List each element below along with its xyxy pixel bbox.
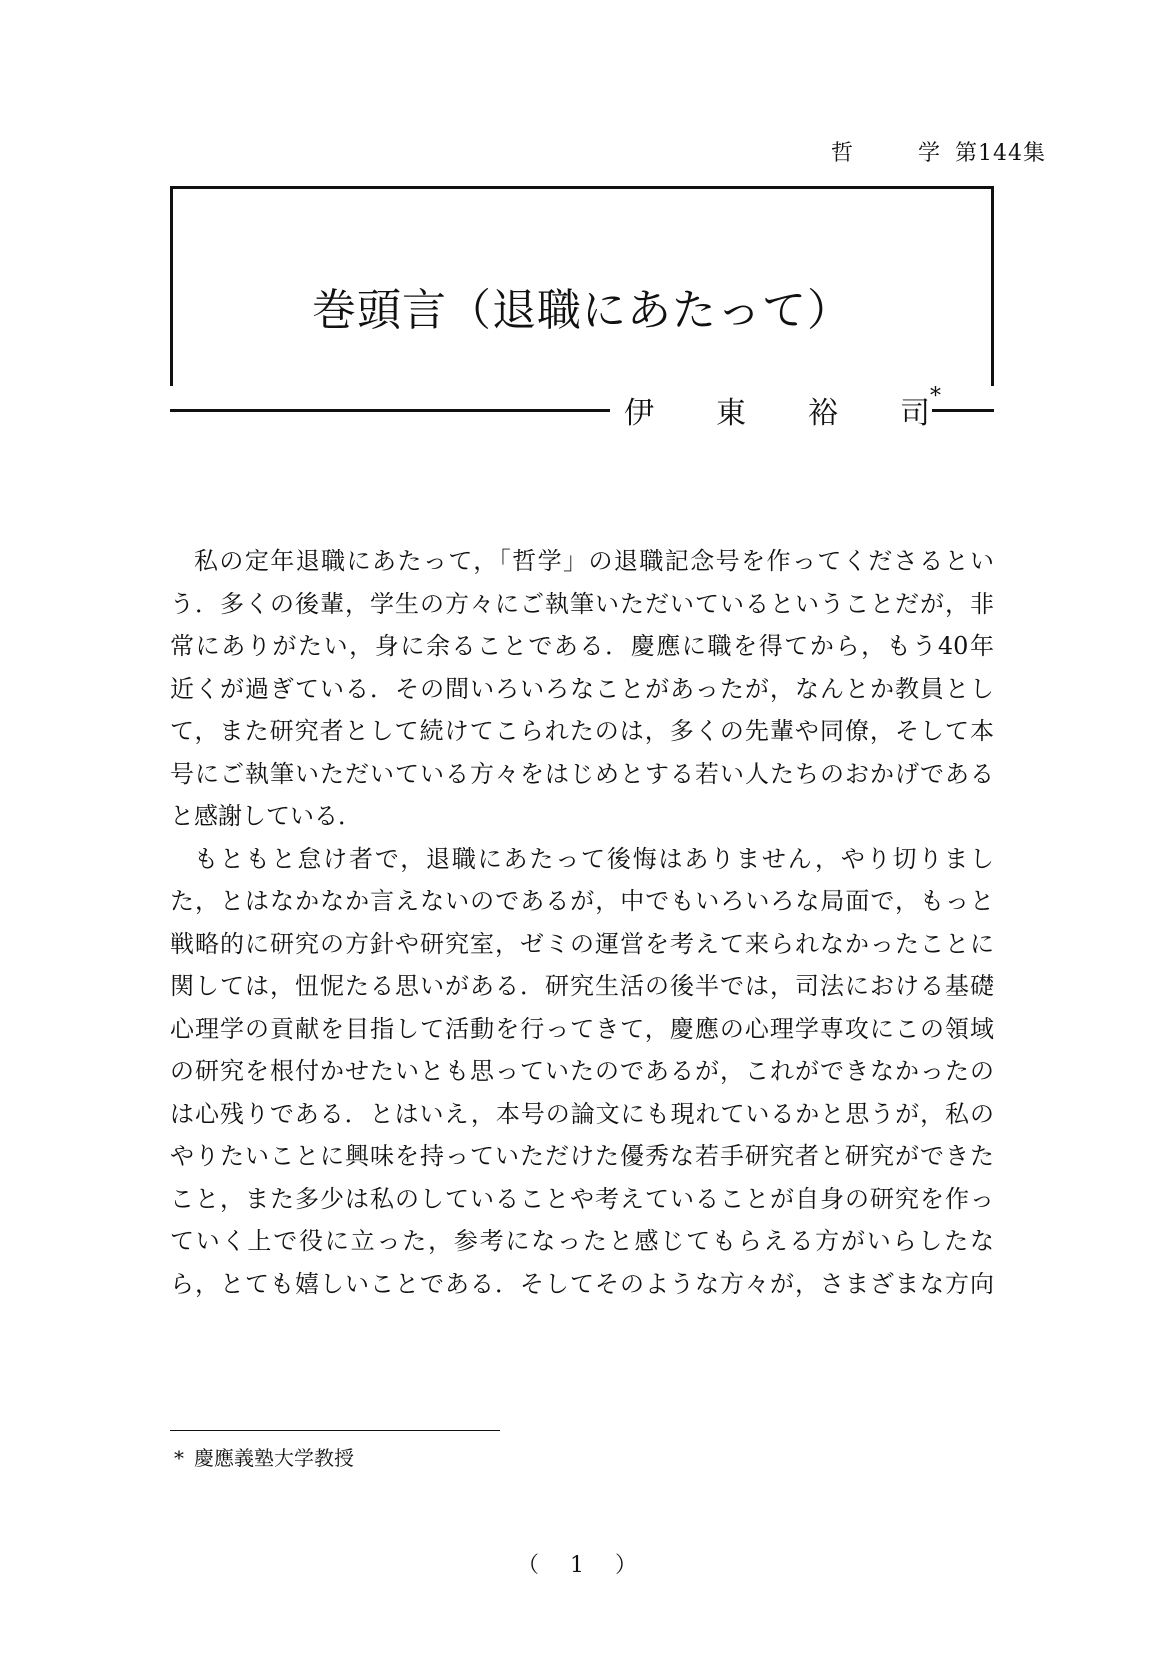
author-footnote-mark: * [930, 384, 941, 409]
body-line: 心理学の貢献を目指して活動を行ってきて，慶應の心理学専攻にこの領域 [170, 1014, 994, 1043]
footnote-text: 慶應義塾大学教授 [194, 1446, 354, 1470]
body-line: と感謝している． [170, 802, 362, 830]
author-char-4: 司 [900, 396, 930, 431]
body-line: 常にありがたい，身に余ることである．慶應に職を得てから，もう40年 [170, 632, 994, 660]
body-line: の研究を根付かせたいとも思っていたのであるが，これができなかったの [170, 1057, 994, 1085]
journal-name-char-1: 哲 [830, 141, 854, 166]
title-box-bottom-border-right [932, 409, 994, 412]
body-line: 号にご執筆いただいている方々をはじめとする若い人たちのおかげである [170, 759, 994, 788]
body-line: 関しては，忸怩たる思いがある．研究生活の後半では，司法における基礎 [170, 972, 994, 1000]
author-name [624, 384, 941, 432]
title-box [170, 186, 994, 431]
journal-header [831, 136, 1046, 167]
body-line: 近くが過ぎている．その間いろいろなことがあったが，なんとか教員とし [170, 674, 994, 703]
title-box-bottom-border-left [170, 409, 610, 412]
page-number: （ 1 ） [517, 1553, 649, 1578]
author-char-3: 裕 [808, 396, 838, 431]
body-line: た，とはなかなか言えないのであるが，中でもいろいろな局面で，もっと [170, 887, 994, 915]
body-line: は心残りである．とはいえ，本号の論文にも現れているかと思うが，私の [170, 1099, 994, 1128]
body-line: やりたいことに興味を持っていただけた優秀な若手研究者と研究ができた [170, 1142, 994, 1170]
article-title: 巻頭言（退職にあたって） [312, 285, 852, 336]
footnote [174, 1442, 354, 1471]
body-text [170, 540, 994, 1305]
body-line: ていく上で役に立った，参考になったと感じてもらえる方がいらしたな [170, 1227, 994, 1255]
footnote-divider [170, 1430, 500, 1431]
journal-name-char-2: 学 [917, 141, 941, 166]
body-line: 戦略的に研究の方針や研究室，ゼミの運営を考えて来られなかったことに [170, 929, 994, 958]
title-box-top-border [170, 186, 994, 189]
body-line: もともと怠け者で，退職にあたって後悔はありません，やり切りまし [194, 844, 994, 873]
issue-number: 第144集 [955, 141, 1046, 166]
author-char-2: 東 [716, 396, 746, 431]
body-line: う．多くの後輩，学生の方々にご執筆いただいているということだが，非 [170, 589, 994, 618]
body-line: て，また研究者として続けてこられたのは，多くの先輩や同僚，そして本 [170, 717, 994, 745]
body-line: こと，また多少は私のしていることや考えていることが自身の研究を作っ [170, 1184, 994, 1213]
body-line: ら，とても嬉しいことである．そしてそのような方々が，さまざまな方向 [170, 1269, 994, 1298]
footnote-mark: * [174, 1446, 184, 1470]
body-line: 私の定年退職にあたって，「哲学」の退職記念号を作ってくださるとい [194, 547, 994, 575]
author-char-1: 伊 [624, 396, 654, 431]
